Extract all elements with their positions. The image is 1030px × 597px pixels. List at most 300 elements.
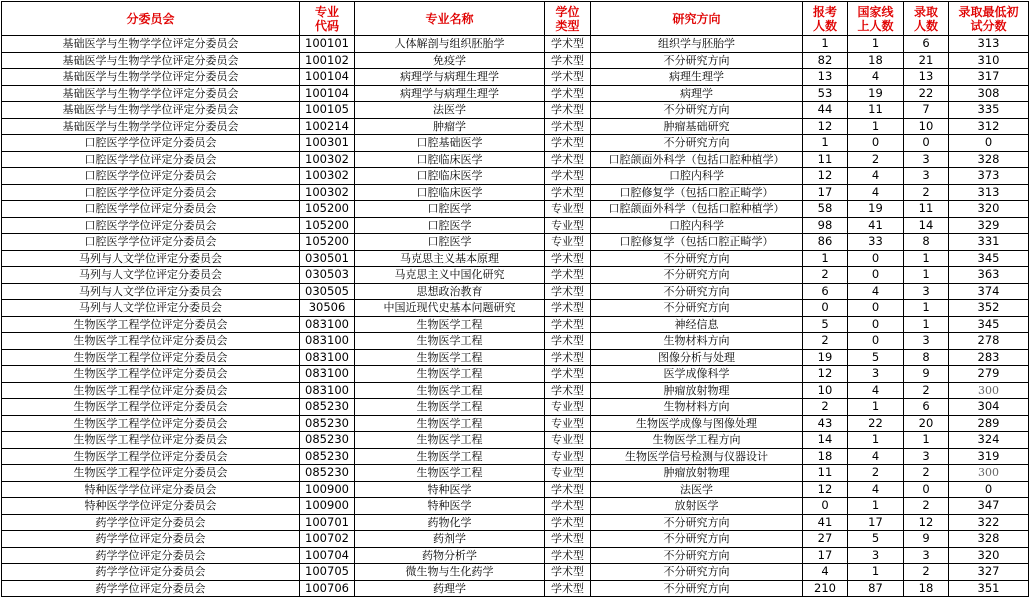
cell-direction: 生物材料方向 xyxy=(591,333,803,350)
cell-degree-type: 专业型 xyxy=(545,415,591,432)
table-row xyxy=(2,531,1029,548)
table-row xyxy=(2,168,1029,185)
cell-major: 特种医学 xyxy=(355,481,545,498)
cell-above-line: 4 xyxy=(848,184,904,201)
cell-degree-type: 学术型 xyxy=(545,316,591,333)
table-row xyxy=(2,498,1029,515)
cell-admitted: 1 xyxy=(904,316,949,333)
cell-admitted: 2 xyxy=(904,382,949,399)
cell-major: 思想政治教育 xyxy=(355,283,545,300)
cell-min-score: 278 xyxy=(949,333,1029,350)
cell-major: 药剂学 xyxy=(355,531,545,548)
cell-admitted: 0 xyxy=(904,135,949,152)
cell-direction: 不分研究方向 xyxy=(591,300,803,317)
cell-major: 药理学 xyxy=(355,580,545,597)
cell-committee: 口腔医学学位评定分委员会 xyxy=(2,184,300,201)
header-committee: 分委员会 xyxy=(2,2,300,36)
cell-degree-type: 学术型 xyxy=(545,283,591,300)
cell-major: 马克思主义中国化研究 xyxy=(355,267,545,284)
cell-min-score: 345 xyxy=(949,250,1029,267)
cell-applicants: 18 xyxy=(803,448,848,465)
table-row xyxy=(2,465,1029,482)
table-row xyxy=(2,267,1029,284)
cell-degree-type: 学术型 xyxy=(545,52,591,69)
cell-above-line: 5 xyxy=(848,531,904,548)
cell-direction: 生物材料方向 xyxy=(591,399,803,416)
cell-committee: 马列与人文学位评定分委员会 xyxy=(2,300,300,317)
cell-major: 口腔临床医学 xyxy=(355,184,545,201)
cell-min-score: 320 xyxy=(949,201,1029,218)
cell-major: 生物医学工程 xyxy=(355,333,545,350)
cell-min-score: 324 xyxy=(949,432,1029,449)
cell-above-line: 18 xyxy=(848,52,904,69)
cell-applicants: 41 xyxy=(803,514,848,531)
cell-degree-type: 学术型 xyxy=(545,102,591,119)
table-row xyxy=(2,234,1029,251)
cell-above-line: 1 xyxy=(848,399,904,416)
cell-min-score: 300 xyxy=(949,382,1029,399)
cell-applicants: 5 xyxy=(803,316,848,333)
cell-committee: 药学学位评定分委员会 xyxy=(2,547,300,564)
cell-min-score: 312 xyxy=(949,118,1029,135)
header-major: 专业名称 xyxy=(355,2,545,36)
cell-above-line: 2 xyxy=(848,151,904,168)
cell-min-score: 319 xyxy=(949,448,1029,465)
cell-above-line: 4 xyxy=(848,69,904,86)
cell-committee: 基础医学与生物学学位评定分委员会 xyxy=(2,85,300,102)
cell-above-line: 0 xyxy=(848,300,904,317)
cell-committee: 口腔医学学位评定分委员会 xyxy=(2,217,300,234)
cell-code: 085230 xyxy=(300,448,355,465)
cell-min-score: 0 xyxy=(949,135,1029,152)
table-row xyxy=(2,481,1029,498)
cell-code: 085230 xyxy=(300,415,355,432)
cell-applicants: 43 xyxy=(803,415,848,432)
cell-direction: 不分研究方向 xyxy=(591,52,803,69)
cell-min-score: 374 xyxy=(949,283,1029,300)
header-direction: 研究方向 xyxy=(591,2,803,36)
cell-code: 100706 xyxy=(300,580,355,597)
cell-code: 100302 xyxy=(300,151,355,168)
table-row xyxy=(2,399,1029,416)
cell-applicants: 13 xyxy=(803,69,848,86)
header-code: 专业 代码 xyxy=(300,2,355,36)
cell-major: 免疫学 xyxy=(355,52,545,69)
cell-direction: 口腔修复学（包括口腔正畸学） xyxy=(591,184,803,201)
cell-above-line: 22 xyxy=(848,415,904,432)
cell-code: 100101 xyxy=(300,36,355,53)
cell-admitted: 0 xyxy=(904,481,949,498)
cell-direction: 不分研究方向 xyxy=(591,547,803,564)
cell-above-line: 11 xyxy=(848,102,904,119)
cell-major: 口腔基础医学 xyxy=(355,135,545,152)
cell-admitted: 9 xyxy=(904,366,949,383)
cell-degree-type: 学术型 xyxy=(545,69,591,86)
cell-admitted: 2 xyxy=(904,184,949,201)
cell-degree-type: 专业型 xyxy=(545,217,591,234)
cell-direction: 肿瘤基础研究 xyxy=(591,118,803,135)
cell-direction: 不分研究方向 xyxy=(591,250,803,267)
cell-direction: 不分研究方向 xyxy=(591,102,803,119)
cell-direction: 不分研究方向 xyxy=(591,564,803,581)
cell-committee: 基础医学与生物学学位评定分委员会 xyxy=(2,69,300,86)
cell-code: 083100 xyxy=(300,382,355,399)
cell-code: 100104 xyxy=(300,69,355,86)
cell-min-score: 308 xyxy=(949,85,1029,102)
cell-applicants: 12 xyxy=(803,481,848,498)
cell-code: 100102 xyxy=(300,52,355,69)
table-row xyxy=(2,349,1029,366)
cell-code: 100701 xyxy=(300,514,355,531)
cell-above-line: 17 xyxy=(848,514,904,531)
cell-above-line: 87 xyxy=(848,580,904,597)
cell-applicants: 17 xyxy=(803,547,848,564)
cell-applicants: 12 xyxy=(803,168,848,185)
cell-committee: 生物医学工程学位评定分委员会 xyxy=(2,316,300,333)
cell-applicants: 44 xyxy=(803,102,848,119)
cell-applicants: 82 xyxy=(803,52,848,69)
cell-above-line: 4 xyxy=(848,481,904,498)
cell-major: 马克思主义基本原理 xyxy=(355,250,545,267)
cell-min-score: 310 xyxy=(949,52,1029,69)
cell-min-score: 289 xyxy=(949,415,1029,432)
cell-major: 特种医学 xyxy=(355,498,545,515)
cell-committee: 生物医学工程学位评定分委员会 xyxy=(2,366,300,383)
cell-above-line: 19 xyxy=(848,201,904,218)
cell-committee: 口腔医学学位评定分委员会 xyxy=(2,168,300,185)
table-row xyxy=(2,300,1029,317)
cell-code: 30506 xyxy=(300,300,355,317)
table-row xyxy=(2,580,1029,597)
header-admitted: 录取 人数 xyxy=(904,2,949,36)
cell-degree-type: 专业型 xyxy=(545,465,591,482)
cell-direction: 神经信息 xyxy=(591,316,803,333)
cell-admitted: 14 xyxy=(904,217,949,234)
cell-admitted: 6 xyxy=(904,399,949,416)
cell-above-line: 1 xyxy=(848,498,904,515)
cell-degree-type: 学术型 xyxy=(545,135,591,152)
cell-applicants: 12 xyxy=(803,366,848,383)
cell-direction: 不分研究方向 xyxy=(591,135,803,152)
cell-major: 肿瘤学 xyxy=(355,118,545,135)
cell-degree-type: 学术型 xyxy=(545,481,591,498)
cell-min-score: 313 xyxy=(949,184,1029,201)
cell-committee: 基础医学与生物学学位评定分委员会 xyxy=(2,102,300,119)
cell-direction: 不分研究方向 xyxy=(591,580,803,597)
cell-applicants: 10 xyxy=(803,382,848,399)
table-row xyxy=(2,135,1029,152)
cell-applicants: 19 xyxy=(803,349,848,366)
cell-applicants: 11 xyxy=(803,465,848,482)
cell-admitted: 22 xyxy=(904,85,949,102)
cell-degree-type: 学术型 xyxy=(545,300,591,317)
cell-min-score: 331 xyxy=(949,234,1029,251)
cell-min-score: 313 xyxy=(949,36,1029,53)
cell-min-score: 347 xyxy=(949,498,1029,515)
table-row xyxy=(2,366,1029,383)
cell-degree-type: 学术型 xyxy=(545,267,591,284)
cell-major: 生物医学工程 xyxy=(355,432,545,449)
header-row xyxy=(2,2,1029,36)
cell-degree-type: 学术型 xyxy=(545,531,591,548)
table-row xyxy=(2,333,1029,350)
table-row xyxy=(2,415,1029,432)
cell-admitted: 2 xyxy=(904,498,949,515)
cell-committee: 生物医学工程学位评定分委员会 xyxy=(2,432,300,449)
cell-direction: 口腔颌面外科学（包括口腔种植学） xyxy=(591,151,803,168)
cell-direction: 不分研究方向 xyxy=(591,283,803,300)
cell-direction: 口腔内科学 xyxy=(591,217,803,234)
cell-admitted: 3 xyxy=(904,547,949,564)
cell-major: 口腔医学 xyxy=(355,217,545,234)
table-row xyxy=(2,85,1029,102)
cell-direction: 肿瘤放射物理 xyxy=(591,465,803,482)
cell-committee: 马列与人文学位评定分委员会 xyxy=(2,250,300,267)
cell-min-score: 327 xyxy=(949,564,1029,581)
cell-min-score: 373 xyxy=(949,168,1029,185)
table-row xyxy=(2,36,1029,53)
cell-code: 100302 xyxy=(300,184,355,201)
cell-degree-type: 专业型 xyxy=(545,432,591,449)
cell-direction: 生物医学工程方向 xyxy=(591,432,803,449)
cell-committee: 基础医学与生物学学位评定分委员会 xyxy=(2,52,300,69)
cell-committee: 口腔医学学位评定分委员会 xyxy=(2,201,300,218)
cell-above-line: 0 xyxy=(848,267,904,284)
cell-code: 083100 xyxy=(300,333,355,350)
cell-degree-type: 学术型 xyxy=(545,333,591,350)
cell-min-score: 363 xyxy=(949,267,1029,284)
cell-committee: 生物医学工程学位评定分委员会 xyxy=(2,448,300,465)
table-row xyxy=(2,151,1029,168)
table-row xyxy=(2,184,1029,201)
table-row xyxy=(2,52,1029,69)
cell-admitted: 20 xyxy=(904,415,949,432)
table-row xyxy=(2,201,1029,218)
cell-admitted: 1 xyxy=(904,267,949,284)
cell-direction: 图像分析与处理 xyxy=(591,349,803,366)
cell-direction: 生物医学成像与图像处理 xyxy=(591,415,803,432)
cell-min-score: 322 xyxy=(949,514,1029,531)
cell-degree-type: 学术型 xyxy=(545,184,591,201)
cell-applicants: 98 xyxy=(803,217,848,234)
cell-committee: 口腔医学学位评定分委员会 xyxy=(2,151,300,168)
cell-direction: 口腔颌面外科学（包括口腔种植学） xyxy=(591,201,803,218)
cell-above-line: 19 xyxy=(848,85,904,102)
cell-above-line: 1 xyxy=(848,36,904,53)
cell-applicants: 27 xyxy=(803,531,848,548)
cell-committee: 生物医学工程学位评定分委员会 xyxy=(2,415,300,432)
cell-degree-type: 学术型 xyxy=(545,118,591,135)
cell-applicants: 210 xyxy=(803,580,848,597)
cell-admitted: 12 xyxy=(904,514,949,531)
cell-above-line: 4 xyxy=(848,382,904,399)
cell-major: 口腔临床医学 xyxy=(355,151,545,168)
cell-min-score: 283 xyxy=(949,349,1029,366)
admission-table xyxy=(1,1,1029,597)
cell-code: 100104 xyxy=(300,85,355,102)
cell-above-line: 33 xyxy=(848,234,904,251)
cell-above-line: 1 xyxy=(848,118,904,135)
cell-degree-type: 学术型 xyxy=(545,514,591,531)
cell-applicants: 1 xyxy=(803,36,848,53)
cell-degree-type: 学术型 xyxy=(545,547,591,564)
cell-major: 口腔医学 xyxy=(355,234,545,251)
cell-applicants: 4 xyxy=(803,564,848,581)
cell-min-score: 279 xyxy=(949,366,1029,383)
table-row xyxy=(2,102,1029,119)
cell-major: 生物医学工程 xyxy=(355,382,545,399)
cell-code: 030501 xyxy=(300,250,355,267)
cell-degree-type: 学术型 xyxy=(545,382,591,399)
cell-committee: 生物医学工程学位评定分委员会 xyxy=(2,465,300,482)
cell-applicants: 14 xyxy=(803,432,848,449)
cell-degree-type: 学术型 xyxy=(545,564,591,581)
cell-above-line: 3 xyxy=(848,547,904,564)
cell-admitted: 3 xyxy=(904,333,949,350)
cell-code: 105200 xyxy=(300,234,355,251)
cell-min-score: 335 xyxy=(949,102,1029,119)
cell-applicants: 2 xyxy=(803,399,848,416)
cell-min-score: 317 xyxy=(949,69,1029,86)
table-row xyxy=(2,514,1029,531)
cell-above-line: 5 xyxy=(848,349,904,366)
cell-admitted: 21 xyxy=(904,52,949,69)
cell-committee: 药学学位评定分委员会 xyxy=(2,531,300,548)
cell-major: 中国近现代史基本问题研究 xyxy=(355,300,545,317)
cell-applicants: 2 xyxy=(803,333,848,350)
cell-direction: 生物医学信号检测与仪器设计 xyxy=(591,448,803,465)
cell-admitted: 2 xyxy=(904,564,949,581)
cell-committee: 药学学位评定分委员会 xyxy=(2,564,300,581)
cell-code: 083100 xyxy=(300,316,355,333)
cell-admitted: 9 xyxy=(904,531,949,548)
cell-degree-type: 学术型 xyxy=(545,349,591,366)
cell-committee: 马列与人文学位评定分委员会 xyxy=(2,267,300,284)
cell-major: 生物医学工程 xyxy=(355,366,545,383)
cell-above-line: 1 xyxy=(848,432,904,449)
cell-applicants: 11 xyxy=(803,151,848,168)
cell-code: 100214 xyxy=(300,118,355,135)
cell-major: 口腔医学 xyxy=(355,201,545,218)
cell-degree-type: 学术型 xyxy=(545,85,591,102)
cell-code: 100105 xyxy=(300,102,355,119)
cell-degree-type: 学术型 xyxy=(545,36,591,53)
cell-committee: 特种医学学位评定分委员会 xyxy=(2,481,300,498)
cell-admitted: 1 xyxy=(904,432,949,449)
cell-applicants: 12 xyxy=(803,118,848,135)
cell-admitted: 1 xyxy=(904,250,949,267)
cell-committee: 特种医学学位评定分委员会 xyxy=(2,498,300,515)
table-row xyxy=(2,69,1029,86)
cell-degree-type: 专业型 xyxy=(545,399,591,416)
cell-min-score: 300 xyxy=(949,465,1029,482)
cell-committee: 生物医学工程学位评定分委员会 xyxy=(2,399,300,416)
table-row xyxy=(2,432,1029,449)
cell-applicants: 58 xyxy=(803,201,848,218)
cell-admitted: 1 xyxy=(904,300,949,317)
cell-committee: 生物医学工程学位评定分委员会 xyxy=(2,349,300,366)
cell-above-line: 4 xyxy=(848,448,904,465)
cell-admitted: 3 xyxy=(904,151,949,168)
cell-code: 100702 xyxy=(300,531,355,548)
cell-major: 法医学 xyxy=(355,102,545,119)
cell-admitted: 3 xyxy=(904,283,949,300)
header-applicants: 报考 人数 xyxy=(803,2,848,36)
cell-major: 口腔临床医学 xyxy=(355,168,545,185)
cell-direction: 组织学与胚胎学 xyxy=(591,36,803,53)
cell-above-line: 4 xyxy=(848,168,904,185)
cell-degree-type: 学术型 xyxy=(545,151,591,168)
cell-degree-type: 专业型 xyxy=(545,201,591,218)
cell-min-score: 328 xyxy=(949,531,1029,548)
cell-major: 生物医学工程 xyxy=(355,316,545,333)
cell-above-line: 41 xyxy=(848,217,904,234)
cell-degree-type: 专业型 xyxy=(545,234,591,251)
cell-degree-type: 学术型 xyxy=(545,498,591,515)
cell-applicants: 1 xyxy=(803,250,848,267)
cell-code: 030505 xyxy=(300,283,355,300)
cell-major: 生物医学工程 xyxy=(355,415,545,432)
cell-applicants: 2 xyxy=(803,267,848,284)
cell-degree-type: 学术型 xyxy=(545,168,591,185)
cell-above-line: 0 xyxy=(848,250,904,267)
table-row xyxy=(2,283,1029,300)
cell-major: 生物医学工程 xyxy=(355,465,545,482)
cell-direction: 病理学 xyxy=(591,85,803,102)
cell-admitted: 3 xyxy=(904,448,949,465)
cell-major: 人体解剖与组织胚胎学 xyxy=(355,36,545,53)
cell-committee: 药学学位评定分委员会 xyxy=(2,580,300,597)
cell-code: 105200 xyxy=(300,217,355,234)
cell-min-score: 328 xyxy=(949,151,1029,168)
cell-min-score: 351 xyxy=(949,580,1029,597)
cell-major: 生物医学工程 xyxy=(355,448,545,465)
cell-above-line: 0 xyxy=(848,135,904,152)
cell-direction: 不分研究方向 xyxy=(591,267,803,284)
cell-min-score: 352 xyxy=(949,300,1029,317)
cell-applicants: 17 xyxy=(803,184,848,201)
cell-major: 病理学与病理生理学 xyxy=(355,85,545,102)
cell-direction: 放射医学 xyxy=(591,498,803,515)
cell-degree-type: 学术型 xyxy=(545,250,591,267)
cell-direction: 不分研究方向 xyxy=(591,531,803,548)
table-row xyxy=(2,448,1029,465)
cell-committee: 口腔医学学位评定分委员会 xyxy=(2,135,300,152)
cell-admitted: 10 xyxy=(904,118,949,135)
cell-committee: 基础医学与生物学学位评定分委员会 xyxy=(2,118,300,135)
cell-major: 药物化学 xyxy=(355,514,545,531)
cell-code: 100302 xyxy=(300,168,355,185)
cell-direction: 肿瘤放射物理 xyxy=(591,382,803,399)
cell-applicants: 53 xyxy=(803,85,848,102)
cell-code: 085230 xyxy=(300,432,355,449)
cell-min-score: 320 xyxy=(949,547,1029,564)
cell-admitted: 13 xyxy=(904,69,949,86)
cell-above-line: 2 xyxy=(848,465,904,482)
cell-code: 085230 xyxy=(300,465,355,482)
cell-above-line: 1 xyxy=(848,564,904,581)
cell-code: 085230 xyxy=(300,399,355,416)
cell-direction: 病理生理学 xyxy=(591,69,803,86)
cell-major: 药物分析学 xyxy=(355,547,545,564)
cell-applicants: 0 xyxy=(803,498,848,515)
cell-code: 100704 xyxy=(300,547,355,564)
cell-major: 微生物与生化药学 xyxy=(355,564,545,581)
table-row xyxy=(2,316,1029,333)
table-row xyxy=(2,250,1029,267)
header-above-line: 国家线 上人数 xyxy=(848,2,904,36)
cell-above-line: 4 xyxy=(848,283,904,300)
